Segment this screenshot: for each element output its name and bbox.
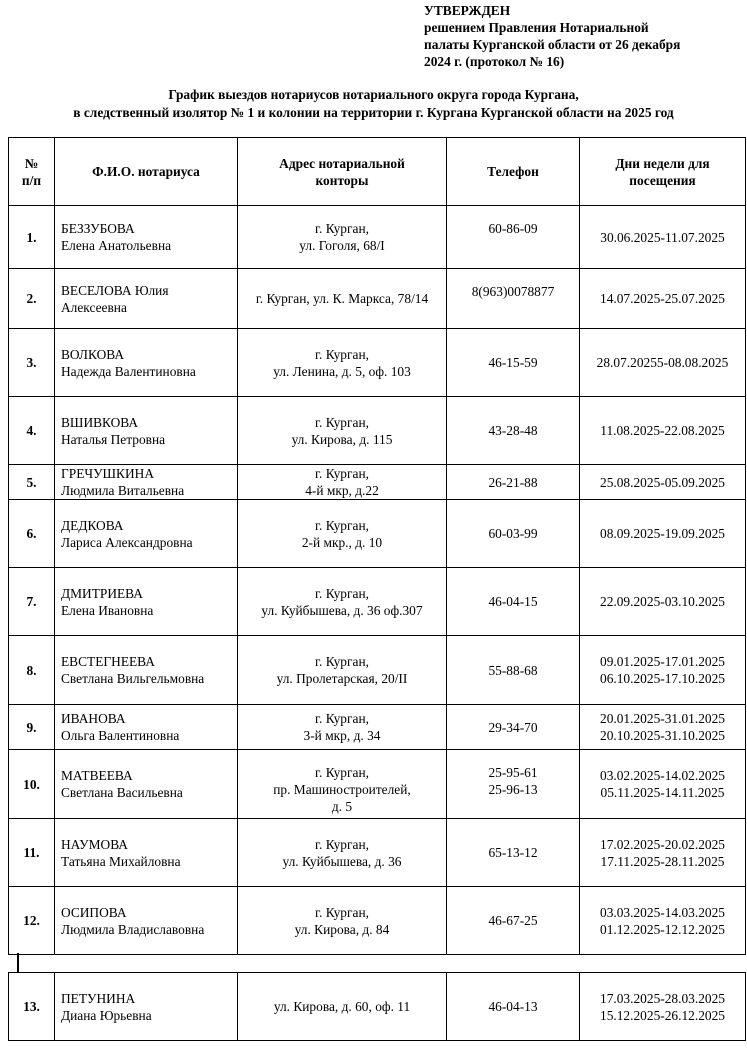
row-number: 2. [9, 269, 55, 329]
address-line: ул. Кирова, д. 84 [294, 921, 390, 937]
date-range: 17.02.2025-20.02.2025 [600, 836, 725, 852]
date-range: 15.12.2025-26.12.2025 [600, 1007, 725, 1023]
table-row [9, 206, 746, 269]
address-line: г. Курган, [315, 654, 369, 669]
notary-name [55, 887, 238, 955]
notary-given-names: Елена Ивановна [61, 602, 154, 618]
notary-surname: ГРЕЧУШКИНА [61, 466, 155, 481]
notary-given-names: Диана Юрьевна [61, 1007, 152, 1023]
date-range: 03.02.2025-14.02.2025 [600, 768, 725, 783]
row-number: 6. [9, 500, 55, 568]
notary-name [55, 750, 238, 819]
office-address [238, 329, 447, 397]
schedule-table [8, 137, 746, 955]
row-number: 12. [9, 887, 55, 955]
visit-dates [580, 206, 746, 269]
phone-number [447, 819, 580, 887]
notary-name [55, 269, 238, 329]
office-address [238, 269, 447, 329]
office-address [238, 206, 447, 269]
date-range: 17.03.2025-28.03.2025 [600, 990, 725, 1006]
notary-name [55, 465, 238, 500]
header-address [238, 138, 447, 206]
address-line: ул. Куйбышева, д. 36 [282, 853, 402, 869]
address-line: г. Курган, [315, 765, 369, 780]
office-address [238, 819, 447, 887]
address-line: г. Курган, [315, 585, 369, 601]
visit-dates [580, 819, 746, 887]
notary-name [55, 500, 238, 568]
notary-given-names: Светлана Вильгельмовна [61, 671, 205, 686]
notary-surname: БЕЗЗУБОВА [61, 221, 135, 236]
phone-line: 60-03-99 [488, 526, 538, 541]
date-range: 08.09.2025-19.09.2025 [600, 526, 725, 541]
table-row [9, 636, 746, 705]
notary-given-names: Ольга Валентиновна [61, 728, 180, 743]
notary-surname: ПЕТУНИНА [61, 990, 136, 1006]
date-range: 25.08.2025-05.09.2025 [600, 474, 725, 490]
address-line: ул. Пролетарская, 20/II [276, 671, 408, 686]
header-phone: Телефон [447, 138, 580, 206]
header-address-line: Адрес нотариальной [279, 155, 405, 171]
header-num-line: № [24, 155, 39, 171]
office-address [238, 568, 447, 636]
date-range: 28.07.20255-08.08.2025 [596, 355, 729, 370]
date-range: 22.09.2025-03.10.2025 [600, 594, 725, 609]
row-number: 8. [9, 636, 55, 705]
visit-dates [580, 500, 746, 568]
notary-name [55, 206, 238, 269]
notary-given-names: Лариса Александровна [61, 534, 193, 550]
visit-dates [580, 887, 746, 955]
address-line: ул. Куйбышева, д. 36 оф.307 [261, 602, 423, 618]
title-line-2: в следственный изолятор № 1 и колонии на территории г. Кургана Курганской области на 2025 год [73, 105, 674, 120]
notary-surname: ВЕСЕЛОВА Юлия [61, 282, 169, 298]
header-dates-line: Дни недели для [615, 155, 710, 171]
date-range: 30.06.2025-11.07.2025 [600, 229, 725, 245]
visit-dates [580, 329, 746, 397]
date-range: 01.12.2025-12.12.2025 [600, 921, 725, 937]
phone-number [447, 636, 580, 705]
table-row [9, 397, 746, 465]
row-number: 13. [9, 973, 55, 1041]
table-row [9, 568, 746, 636]
row-number: 1. [9, 206, 55, 269]
notary-name [55, 636, 238, 705]
office-address [238, 887, 447, 955]
table-row [9, 819, 746, 887]
date-range: 14.07.2025-25.07.2025 [600, 291, 725, 306]
address-line: г. Курган, [315, 466, 369, 481]
title-line-1: График выездов нотариусов нотариального округа города Кургана, [168, 87, 579, 102]
notary-given-names: Наталья Петровна [61, 431, 166, 447]
notary-name [55, 397, 238, 465]
notary-name [55, 819, 238, 887]
address-line: ул. Гоголя, 68/I [299, 238, 385, 253]
header-dates-line: посещения [629, 172, 696, 188]
phone-number [447, 568, 580, 636]
office-address [238, 500, 447, 568]
notary-surname: ИВАНОВА [61, 711, 126, 726]
phone-line: 46-04-15 [488, 594, 538, 609]
notary-name [55, 568, 238, 636]
row-number: 5. [9, 465, 55, 500]
table-row [9, 750, 746, 819]
address-line: ул. Ленина, д. 5, оф. 103 [273, 363, 411, 379]
notary-name [55, 329, 238, 397]
notary-surname: ОСИПОВА [61, 904, 127, 920]
approval-line: 2024 г. (протокол № 16) [424, 54, 565, 69]
notary-surname: НАУМОВА [61, 836, 128, 852]
table-row [9, 329, 746, 397]
visit-dates [580, 269, 746, 329]
document-title [0, 86, 747, 122]
row-number: 4. [9, 397, 55, 465]
notary-name [55, 705, 238, 750]
notary-surname: ДМИТРИЕВА [61, 585, 143, 601]
notary-given-names: Надежда Валентиновна [61, 363, 196, 379]
table-row [9, 887, 746, 955]
address-line: пр. Машиностроителей, [273, 782, 411, 797]
phone-line: 55-88-68 [488, 662, 538, 678]
table-row [9, 705, 746, 750]
visit-dates [580, 973, 746, 1041]
address-line: ул. Кирова, д. 60, оф. 11 [273, 999, 411, 1014]
approval-line: решением Правления Нотариальной [424, 20, 649, 35]
phone-number [447, 206, 580, 269]
phone-line: 46-15-59 [488, 355, 538, 370]
approval-line: УТВЕРЖДЕН [424, 3, 511, 18]
header-num-line: п/п [21, 172, 42, 188]
date-range: 03.03.2025-14.03.2025 [600, 904, 725, 920]
notary-surname: ВОЛКОВА [61, 346, 125, 362]
header-name: Ф.И.О. нотариуса [55, 138, 238, 206]
header-num [9, 138, 55, 206]
office-address [238, 636, 447, 705]
phone-number [447, 329, 580, 397]
office-address [238, 397, 447, 465]
office-address [238, 750, 447, 819]
phone-line: 29-34-70 [488, 719, 538, 735]
visit-dates [580, 750, 746, 819]
notary-surname: ЕВСТЕГНЕЕВА [61, 654, 155, 669]
date-range: 06.10.2025-17.10.2025 [600, 671, 725, 686]
address-line: ул. Кирова, д. 115 [291, 431, 393, 447]
header-address-line: конторы [315, 172, 369, 188]
notary-surname: МАТВЕЕВА [61, 768, 133, 783]
phone-line: 25-96-13 [488, 782, 538, 797]
phone-line: 65-13-12 [488, 845, 538, 860]
visit-dates [580, 465, 746, 500]
phone-line: 46-67-25 [488, 913, 538, 928]
office-address [238, 705, 447, 750]
phone-number [447, 973, 580, 1041]
header-dates [580, 138, 746, 206]
row-number: 7. [9, 568, 55, 636]
schedule-table-continuation [8, 972, 746, 1041]
address-line: г. Курган, [315, 836, 369, 852]
row-number: 9. [9, 705, 55, 750]
address-line: г. Курган, [315, 346, 369, 362]
table-row [9, 269, 746, 329]
notary-surname: ВШИВКОВА [61, 414, 139, 430]
phone-line: 8(963)0078877 [471, 284, 555, 299]
address-line: г. Курган, [315, 711, 369, 726]
notary-name [55, 973, 238, 1041]
table-row [9, 500, 746, 568]
visit-dates [580, 397, 746, 465]
notary-given-names: Людмила Витальевна [61, 483, 185, 498]
table-connector-line [17, 953, 19, 972]
address-line: г. Курган, [315, 414, 369, 430]
phone-number [447, 500, 580, 568]
visit-dates [580, 568, 746, 636]
phone-number [447, 397, 580, 465]
address-line: 3-й мкр, д. 34 [303, 728, 381, 743]
phone-number [447, 887, 580, 955]
address-line: д. 5 [331, 799, 353, 814]
notary-surname: ДЕДКОВА [61, 517, 124, 533]
notary-given-names: Татьяна Михайловна [61, 853, 181, 869]
phone-number [447, 269, 580, 329]
row-number: 10. [9, 750, 55, 819]
date-range: 09.01.2025-17.01.2025 [600, 654, 725, 669]
phone-number [447, 750, 580, 819]
phone-number [447, 705, 580, 750]
phone-line: 60-86-09 [488, 221, 538, 236]
notary-given-names: Людмила Владиславовна [61, 921, 205, 937]
phone-line: 25-95-61 [488, 765, 538, 780]
phone-number [447, 465, 580, 500]
address-line: 2-й мкр., д. 10 [301, 534, 383, 550]
phone-line: 46-04-13 [488, 999, 538, 1014]
date-range: 17.11.2025-28.11.2025 [600, 853, 725, 869]
notary-given-names: Елена Анатольевна [61, 238, 172, 253]
approval-line: палаты Курганской области от 26 декабря [424, 37, 681, 52]
approval-stamp [424, 2, 744, 70]
table-header-row [9, 138, 746, 206]
table-row [9, 465, 746, 500]
phone-line: 26-21-88 [488, 474, 538, 490]
date-range: 05.11.2025-14.11.2025 [600, 785, 725, 800]
notary-given-names: Алексеевна [61, 299, 127, 315]
address-line: 4-й мкр, д.22 [305, 483, 379, 498]
phone-line: 43-28-48 [488, 423, 538, 438]
visit-dates [580, 636, 746, 705]
row-number: 3. [9, 329, 55, 397]
visit-dates [580, 705, 746, 750]
table-row [9, 973, 746, 1041]
address-line: г. Курган, [315, 904, 369, 920]
address-line: г. Курган, [315, 221, 369, 236]
row-number: 11. [9, 819, 55, 887]
office-address [238, 465, 447, 500]
date-range: 11.08.2025-22.08.2025 [600, 423, 725, 438]
address-line: г. Курган, [315, 517, 369, 533]
date-range: 20.01.2025-31.01.2025 [600, 711, 725, 726]
date-range: 20.10.2025-31.10.2025 [600, 728, 725, 743]
office-address [238, 973, 447, 1041]
address-line: г. Курган, ул. К. Маркса, 78/14 [255, 291, 429, 306]
notary-given-names: Светлана Васильевна [61, 785, 183, 800]
